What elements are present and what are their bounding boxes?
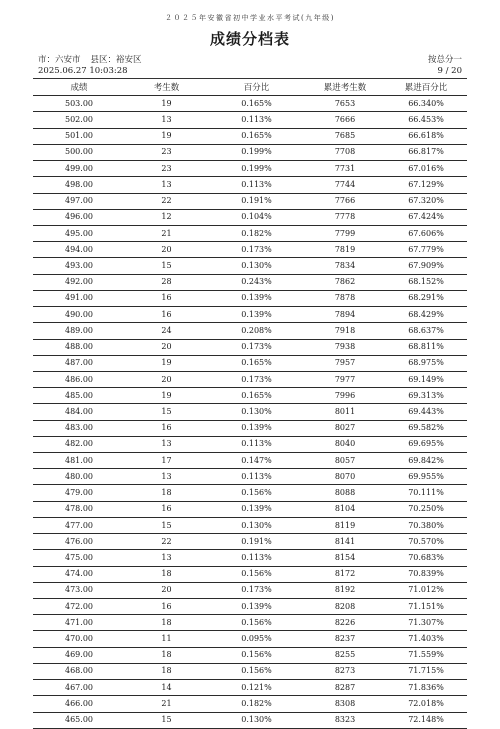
- percent-cell: 0.121%: [208, 680, 305, 696]
- cumulative-percent-cell: 68.429%: [385, 307, 467, 323]
- cumulative-count-cell: 8104: [305, 501, 385, 517]
- count-cell: 17: [125, 453, 208, 469]
- cumulative-count-cell: 8011: [305, 404, 385, 420]
- column-header-score: 成绩: [33, 80, 125, 96]
- cumulative-count-cell: 8323: [305, 712, 385, 728]
- percent-cell: 0.130%: [208, 258, 305, 274]
- percent-cell: 0.165%: [208, 388, 305, 404]
- count-cell: 24: [125, 323, 208, 339]
- score-cell: 470.00: [33, 631, 125, 647]
- city-label: 市：六安市: [38, 55, 81, 65]
- table-row: [33, 453, 467, 469]
- count-cell: 18: [125, 485, 208, 501]
- table-row: [33, 371, 467, 387]
- score-distribution-table: [33, 80, 467, 729]
- column-header-cumulative-count: 累进考生数: [305, 80, 385, 96]
- table-body: [33, 96, 467, 729]
- cumulative-percent-cell: 67.424%: [385, 209, 467, 225]
- score-cell: 495.00: [33, 225, 125, 241]
- table-row: [33, 209, 467, 225]
- percent-cell: 0.199%: [208, 161, 305, 177]
- score-cell: 465.00: [33, 712, 125, 728]
- count-cell: 18: [125, 615, 208, 631]
- percent-cell: 0.199%: [208, 144, 305, 160]
- cumulative-count-cell: 8208: [305, 599, 385, 615]
- count-cell: 22: [125, 193, 208, 209]
- sort-label: 按总分一: [427, 55, 462, 65]
- report-timestamp: 2025.06.27 10:03:28: [38, 66, 128, 76]
- cumulative-percent-cell: 69.842%: [385, 453, 467, 469]
- table-row: [33, 339, 467, 355]
- count-cell: 14: [125, 680, 208, 696]
- cumulative-percent-cell: 69.443%: [385, 404, 467, 420]
- percent-cell: 0.139%: [208, 290, 305, 306]
- cumulative-percent-cell: 67.909%: [385, 258, 467, 274]
- cumulative-percent-cell: 67.606%: [385, 225, 467, 241]
- cumulative-count-cell: 7653: [305, 96, 385, 112]
- score-cell: 471.00: [33, 615, 125, 631]
- cumulative-percent-cell: 69.582%: [385, 420, 467, 436]
- table-row: [33, 485, 467, 501]
- count-cell: 13: [125, 177, 208, 193]
- cumulative-count-cell: 8226: [305, 615, 385, 631]
- district-label: 县区：裕安区: [90, 55, 142, 65]
- count-cell: 19: [125, 128, 208, 144]
- cumulative-count-cell: 7938: [305, 339, 385, 355]
- cumulative-percent-cell: 68.975%: [385, 355, 467, 371]
- count-cell: 18: [125, 663, 208, 679]
- table-row: [33, 680, 467, 696]
- percent-cell: 0.173%: [208, 582, 305, 598]
- table-row: [33, 436, 467, 452]
- score-cell: 490.00: [33, 307, 125, 323]
- cumulative-count-cell: 8308: [305, 696, 385, 712]
- percent-cell: 0.130%: [208, 517, 305, 533]
- score-cell: 487.00: [33, 355, 125, 371]
- table-row: [33, 96, 467, 112]
- percent-cell: 0.208%: [208, 323, 305, 339]
- percent-cell: 0.156%: [208, 485, 305, 501]
- score-cell: 497.00: [33, 193, 125, 209]
- count-cell: 13: [125, 112, 208, 128]
- cumulative-percent-cell: 69.149%: [385, 371, 467, 387]
- cumulative-percent-cell: 69.313%: [385, 388, 467, 404]
- count-cell: 13: [125, 469, 208, 485]
- count-cell: 23: [125, 161, 208, 177]
- count-cell: 16: [125, 307, 208, 323]
- score-cell: 476.00: [33, 534, 125, 550]
- cumulative-count-cell: 8273: [305, 663, 385, 679]
- cumulative-percent-cell: 66.453%: [385, 112, 467, 128]
- score-cell: 489.00: [33, 323, 125, 339]
- cumulative-percent-cell: 67.779%: [385, 242, 467, 258]
- count-cell: 19: [125, 388, 208, 404]
- table-row: [33, 355, 467, 371]
- table-row: [33, 534, 467, 550]
- percent-cell: 0.165%: [208, 355, 305, 371]
- cumulative-count-cell: 7766: [305, 193, 385, 209]
- percent-cell: 0.095%: [208, 631, 305, 647]
- table-row: [33, 290, 467, 306]
- report-meta-right: [428, 55, 462, 77]
- cumulative-percent-cell: 71.307%: [385, 615, 467, 631]
- cumulative-count-cell: 7894: [305, 307, 385, 323]
- score-cell: 486.00: [33, 371, 125, 387]
- cumulative-count-cell: 8172: [305, 566, 385, 582]
- table-row: [33, 517, 467, 533]
- score-cell: 477.00: [33, 517, 125, 533]
- score-cell: 466.00: [33, 696, 125, 712]
- count-cell: 20: [125, 339, 208, 355]
- cumulative-count-cell: 7996: [305, 388, 385, 404]
- percent-cell: 0.130%: [208, 712, 305, 728]
- count-cell: 18: [125, 647, 208, 663]
- cumulative-percent-cell: 67.320%: [385, 193, 467, 209]
- score-cell: 479.00: [33, 485, 125, 501]
- percent-cell: 0.130%: [208, 404, 305, 420]
- score-cell: 473.00: [33, 582, 125, 598]
- count-cell: 16: [125, 599, 208, 615]
- region-line: [38, 55, 142, 66]
- count-cell: 19: [125, 96, 208, 112]
- score-cell: 469.00: [33, 647, 125, 663]
- cumulative-percent-cell: 71.836%: [385, 680, 467, 696]
- table-header-row: [33, 80, 467, 96]
- count-cell: 16: [125, 290, 208, 306]
- count-cell: 15: [125, 258, 208, 274]
- count-cell: 20: [125, 582, 208, 598]
- percent-cell: 0.147%: [208, 453, 305, 469]
- percent-cell: 0.173%: [208, 339, 305, 355]
- cumulative-count-cell: 7731: [305, 161, 385, 177]
- score-cell: 478.00: [33, 501, 125, 517]
- cumulative-count-cell: 7778: [305, 209, 385, 225]
- cumulative-percent-cell: 72.018%: [385, 696, 467, 712]
- cumulative-percent-cell: 71.012%: [385, 582, 467, 598]
- score-cell: 467.00: [33, 680, 125, 696]
- percent-cell: 0.182%: [208, 696, 305, 712]
- table-row: [33, 582, 467, 598]
- cumulative-percent-cell: 68.152%: [385, 274, 467, 290]
- percent-cell: 0.139%: [208, 599, 305, 615]
- count-cell: 15: [125, 517, 208, 533]
- percent-cell: 0.243%: [208, 274, 305, 290]
- table-row: [33, 615, 467, 631]
- count-cell: 21: [125, 696, 208, 712]
- count-cell: 19: [125, 355, 208, 371]
- count-cell: 15: [125, 712, 208, 728]
- cumulative-count-cell: 7862: [305, 274, 385, 290]
- count-cell: 23: [125, 144, 208, 160]
- count-cell: 28: [125, 274, 208, 290]
- count-cell: 20: [125, 371, 208, 387]
- table-row: [33, 323, 467, 339]
- percent-cell: 0.113%: [208, 436, 305, 452]
- table-row: [33, 550, 467, 566]
- percent-cell: 0.113%: [208, 550, 305, 566]
- table-row: [33, 566, 467, 582]
- score-cell: 474.00: [33, 566, 125, 582]
- cumulative-count-cell: 8154: [305, 550, 385, 566]
- column-header-percent: 百分比: [208, 80, 305, 96]
- score-cell: 475.00: [33, 550, 125, 566]
- percent-cell: 0.139%: [208, 420, 305, 436]
- score-cell: 502.00: [33, 112, 125, 128]
- table-row: [33, 631, 467, 647]
- cumulative-percent-cell: 68.291%: [385, 290, 467, 306]
- sheet-title: 成绩分档表: [209, 30, 290, 48]
- count-cell: 22: [125, 534, 208, 550]
- table-row: [33, 420, 467, 436]
- cumulative-count-cell: 7819: [305, 242, 385, 258]
- cumulative-count-cell: 8192: [305, 582, 385, 598]
- percent-cell: 0.165%: [208, 128, 305, 144]
- score-cell: 494.00: [33, 242, 125, 258]
- cumulative-count-cell: 7708: [305, 144, 385, 160]
- percent-cell: 0.104%: [208, 209, 305, 225]
- cumulative-percent-cell: 70.839%: [385, 566, 467, 582]
- score-cell: 496.00: [33, 209, 125, 225]
- score-cell: 498.00: [33, 177, 125, 193]
- percent-cell: 0.191%: [208, 534, 305, 550]
- table-row: [33, 388, 467, 404]
- table-row: [33, 274, 467, 290]
- score-cell: 480.00: [33, 469, 125, 485]
- percent-cell: 0.173%: [208, 242, 305, 258]
- cumulative-percent-cell: 66.817%: [385, 144, 467, 160]
- table-row: [33, 696, 467, 712]
- page-indicator: 9 / 20: [437, 66, 462, 76]
- cumulative-count-cell: 7685: [305, 128, 385, 144]
- percent-cell: 0.113%: [208, 469, 305, 485]
- cumulative-percent-cell: 68.811%: [385, 339, 467, 355]
- cumulative-count-cell: 7918: [305, 323, 385, 339]
- score-cell: 500.00: [33, 144, 125, 160]
- cumulative-percent-cell: 70.250%: [385, 501, 467, 517]
- cumulative-count-cell: 7957: [305, 355, 385, 371]
- percent-cell: 0.113%: [208, 177, 305, 193]
- table-row: [33, 647, 467, 663]
- score-cell: 468.00: [33, 663, 125, 679]
- table-row: [33, 712, 467, 728]
- score-cell: 485.00: [33, 388, 125, 404]
- table-top-rule: [33, 78, 467, 79]
- cumulative-percent-cell: 72.148%: [385, 712, 467, 728]
- score-cell: 493.00: [33, 258, 125, 274]
- score-cell: 488.00: [33, 339, 125, 355]
- count-cell: 15: [125, 404, 208, 420]
- cumulative-count-cell: 7799: [305, 225, 385, 241]
- score-cell: 491.00: [33, 290, 125, 306]
- percent-cell: 0.139%: [208, 307, 305, 323]
- table-row: [33, 404, 467, 420]
- count-cell: 20: [125, 242, 208, 258]
- cumulative-percent-cell: 66.340%: [385, 96, 467, 112]
- cumulative-percent-cell: 68.637%: [385, 323, 467, 339]
- table-row: [33, 128, 467, 144]
- cumulative-count-cell: 7977: [305, 371, 385, 387]
- percent-cell: 0.156%: [208, 663, 305, 679]
- cumulative-percent-cell: 71.151%: [385, 599, 467, 615]
- count-cell: 16: [125, 501, 208, 517]
- column-header-cumulative-percent: 累进百分比: [385, 80, 467, 96]
- report-meta-left: [38, 55, 142, 77]
- cumulative-percent-cell: 71.559%: [385, 647, 467, 663]
- table-row: [33, 599, 467, 615]
- cumulative-count-cell: 8088: [305, 485, 385, 501]
- table-row: [33, 242, 467, 258]
- cumulative-count-cell: 8027: [305, 420, 385, 436]
- table-row: [33, 501, 467, 517]
- percent-cell: 0.156%: [208, 615, 305, 631]
- percent-cell: 0.156%: [208, 566, 305, 582]
- count-cell: 12: [125, 209, 208, 225]
- percent-cell: 0.156%: [208, 647, 305, 663]
- percent-cell: 0.139%: [208, 501, 305, 517]
- cumulative-count-cell: 7834: [305, 258, 385, 274]
- table-row: [33, 469, 467, 485]
- score-cell: 482.00: [33, 436, 125, 452]
- cumulative-count-cell: 8287: [305, 680, 385, 696]
- score-cell: 503.00: [33, 96, 125, 112]
- cumulative-count-cell: 7878: [305, 290, 385, 306]
- cumulative-percent-cell: 69.955%: [385, 469, 467, 485]
- table-row: [33, 112, 467, 128]
- cumulative-percent-cell: 70.111%: [385, 485, 467, 501]
- table-row: [33, 161, 467, 177]
- table-row: [33, 663, 467, 679]
- exam-title: ２０２５年安徽省初中学业水平考试(九年级): [165, 14, 335, 22]
- percent-cell: 0.182%: [208, 225, 305, 241]
- score-cell: 499.00: [33, 161, 125, 177]
- table-row: [33, 193, 467, 209]
- column-header-count: 考生数: [125, 80, 208, 96]
- table-row: [33, 258, 467, 274]
- count-cell: 13: [125, 550, 208, 566]
- cumulative-percent-cell: 66.618%: [385, 128, 467, 144]
- score-cell: 484.00: [33, 404, 125, 420]
- score-cell: 483.00: [33, 420, 125, 436]
- count-cell: 21: [125, 225, 208, 241]
- cumulative-percent-cell: 67.129%: [385, 177, 467, 193]
- cumulative-count-cell: 8141: [305, 534, 385, 550]
- cumulative-percent-cell: 67.016%: [385, 161, 467, 177]
- cumulative-percent-cell: 70.683%: [385, 550, 467, 566]
- score-cell: 472.00: [33, 599, 125, 615]
- table-row: [33, 307, 467, 323]
- cumulative-count-cell: 8119: [305, 517, 385, 533]
- percent-cell: 0.191%: [208, 193, 305, 209]
- cumulative-percent-cell: 71.403%: [385, 631, 467, 647]
- cumulative-percent-cell: 70.570%: [385, 534, 467, 550]
- table-row: [33, 144, 467, 160]
- count-cell: 13: [125, 436, 208, 452]
- score-cell: 481.00: [33, 453, 125, 469]
- percent-cell: 0.173%: [208, 371, 305, 387]
- count-cell: 16: [125, 420, 208, 436]
- table-row: [33, 225, 467, 241]
- cumulative-percent-cell: 69.695%: [385, 436, 467, 452]
- percent-cell: 0.113%: [208, 112, 305, 128]
- cumulative-count-cell: 8057: [305, 453, 385, 469]
- score-cell: 501.00: [33, 128, 125, 144]
- count-cell: 18: [125, 566, 208, 582]
- cumulative-count-cell: 7666: [305, 112, 385, 128]
- cumulative-count-cell: 8040: [305, 436, 385, 452]
- percent-cell: 0.165%: [208, 96, 305, 112]
- table-row: [33, 177, 467, 193]
- cumulative-count-cell: 8255: [305, 647, 385, 663]
- score-cell: 492.00: [33, 274, 125, 290]
- cumulative-percent-cell: 70.380%: [385, 517, 467, 533]
- cumulative-count-cell: 8070: [305, 469, 385, 485]
- count-cell: 11: [125, 631, 208, 647]
- cumulative-count-cell: 7744: [305, 177, 385, 193]
- cumulative-count-cell: 8237: [305, 631, 385, 647]
- cumulative-percent-cell: 71.715%: [385, 663, 467, 679]
